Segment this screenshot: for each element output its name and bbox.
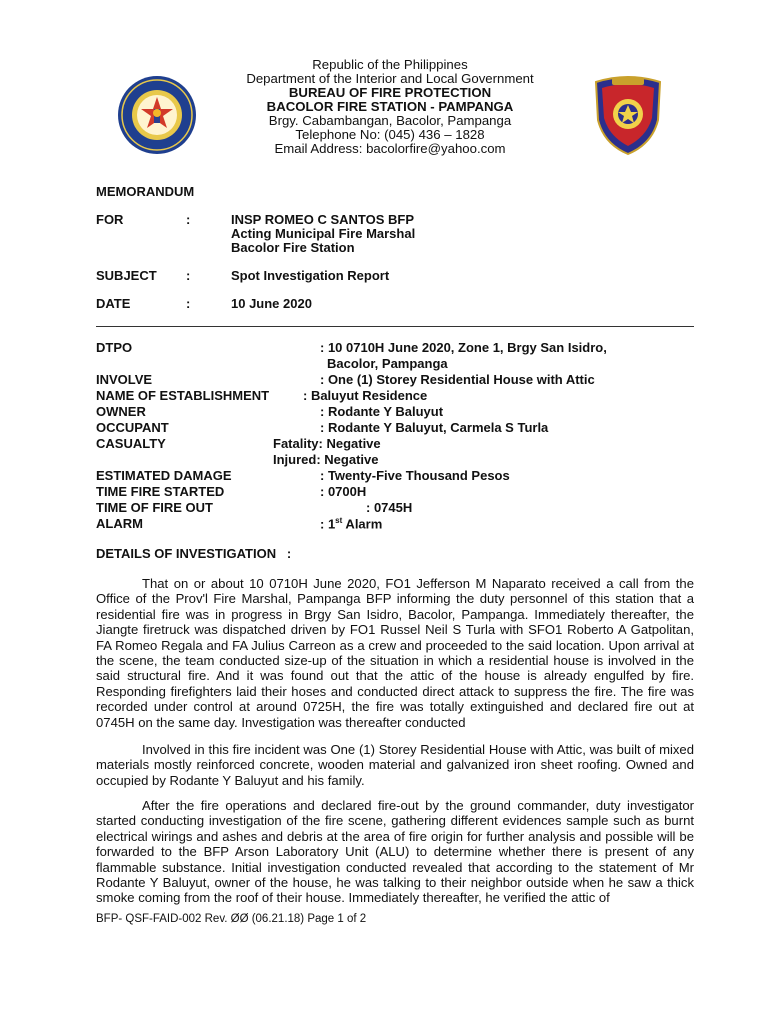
investigation-paragraph-2	[96, 742, 694, 788]
damage-value: : Twenty-Five Thousand Pesos	[320, 468, 510, 483]
paragraph-text: After the fire operations and declared fire-out by the ground commander, duty investigator started conducting investigation of the fire scene, gathering different evidences sample such as burnt electrical wirings and ashes and debris at the area of fire origin for further analysis and possible will be forwarded to the BFP Arson Laboratory Unit (ALU) to determine whether there is present of any flammable substance. Initial investigation conducted revealed that according to the statement of Mr Rodante Y Baluyut, owner of the house, he was talking to their neighbor outside when he saw a thick smoke coming from the roof of their house. Immediately thereafter, he verified the attic of	[96, 798, 694, 906]
dtpo-value: : 10 0710H June 2020, Zone 1, Brgy San Isidro,	[320, 340, 607, 355]
time-started-label: TIME FIRE STARTED	[96, 484, 225, 499]
header-divider	[96, 326, 694, 327]
fatality-value: Fatality: Negative	[273, 436, 381, 451]
subject-colon: :	[186, 268, 191, 283]
header-bureau: BUREAU OF FIRE PROTECTION	[288, 85, 492, 100]
involve-value: : One (1) Storey Residential House with Attic	[320, 372, 595, 387]
alarm-suffix: Alarm	[342, 516, 383, 532]
time-out-value: : 0745H	[366, 500, 413, 515]
region-iii-badge-logo	[592, 74, 664, 156]
header-department: Department of the Interior and Local Government	[246, 71, 534, 86]
paragraph-text: That on or about 10 0710H June 2020, FO1 Jefferson M Naparato received a call from the Office of the Prov'l Fire Marshal, Pampanga BFP informing the duty personnel of this station that a residential fire was in progress in Brgy San Isidro, Bacolor, Pampanga. Immediately thereafter, the Jiangte firetruck was dispatched driven by FO1 Russel Neil S Turla with SFO1 Roberto A Gatpolitan, FA Romeo Regala and FA Julius Carreon as a crew and proceeded to the said location. Upon arrival at the scene, the team conducted size-up of the situation in which a residential house is involved in the said structural fire. And it was found out that the attic of the house is already engulfed by fire. Responding firefighters laid their hoses and conducted direct attack to suppress the fire. The fire was recorded under control at around 0725H, the fire was totally extinguished and declared fire out at 0745H on the same day. Investigation was thereafter conducted	[96, 576, 694, 730]
injured-value: Injured: Negative	[273, 452, 379, 467]
memo-title: MEMORANDUM	[96, 184, 195, 199]
occupant-label: OCCUPANT	[96, 420, 169, 435]
owner-label: OWNER	[96, 404, 146, 419]
time-started-value: : 0700H	[320, 484, 367, 499]
page-footer: BFP- QSF-FAID-002 Rev. ØØ (06.21.18) Page 1 of 2	[96, 913, 367, 925]
for-label: FOR	[96, 212, 124, 227]
header-address: Brgy. Cabambangan, Bacolor, Pampanga	[268, 113, 512, 128]
establishment-label: NAME OF ESTABLISHMENT	[96, 388, 270, 403]
involve-label: INVOLVE	[96, 372, 153, 387]
header-email: Email Address: bacolorfire@yahoo.com	[274, 141, 506, 156]
occupant-value: : Rodante Y Baluyut, Carmela S Turla	[320, 420, 549, 435]
header-station: BACOLOR FIRE STATION - PAMPANGA	[266, 99, 514, 114]
date-colon: :	[186, 296, 191, 311]
for-recipient-position: Acting Municipal Fire Marshal	[231, 226, 416, 241]
investigation-heading: DETAILS OF INVESTIGATION :	[96, 546, 292, 561]
subject-value: Spot Investigation Report	[231, 268, 390, 283]
dtpo-label: DTPO	[96, 340, 133, 355]
owner-value: : Rodante Y Baluyut	[320, 404, 444, 419]
investigation-paragraph-1	[96, 576, 694, 730]
damage-label: ESTIMATED DAMAGE	[96, 468, 232, 483]
alarm-number: : 1	[320, 516, 336, 532]
casualty-label: CASUALTY	[96, 436, 166, 451]
alarm-ordinal: st	[335, 516, 343, 525]
alarm-value	[320, 516, 382, 531]
time-out-label: TIME OF FIRE OUT	[96, 500, 213, 515]
investigation-paragraph-3	[96, 798, 694, 906]
date-label: DATE	[96, 296, 131, 311]
bfp-seal-logo	[117, 75, 197, 155]
header-republic: Republic of the Philippines	[312, 57, 468, 72]
establishment-value: : Baluyut Residence	[303, 388, 428, 403]
alarm-label: ALARM	[96, 516, 143, 531]
subject-label: SUBJECT	[96, 268, 157, 283]
for-recipient-name: INSP ROMEO C SANTOS BFP	[231, 212, 414, 227]
dtpo-value-cont: Bacolor, Pampanga	[327, 356, 448, 371]
date-value: 10 June 2020	[231, 296, 312, 311]
header-telephone: Telephone No: (045) 436 – 1828	[295, 127, 485, 142]
paragraph-text: Involved in this fire incident was One (1) Storey Residential House with Attic, was built of mixed materials mostly reinforced concrete, wooden material and galvanized iron sheet roofing. Owned and occupied by Rodante Y Baluyut and his family.	[96, 742, 694, 788]
for-recipient-office: Bacolor Fire Station	[231, 240, 355, 255]
for-colon: :	[186, 212, 191, 227]
